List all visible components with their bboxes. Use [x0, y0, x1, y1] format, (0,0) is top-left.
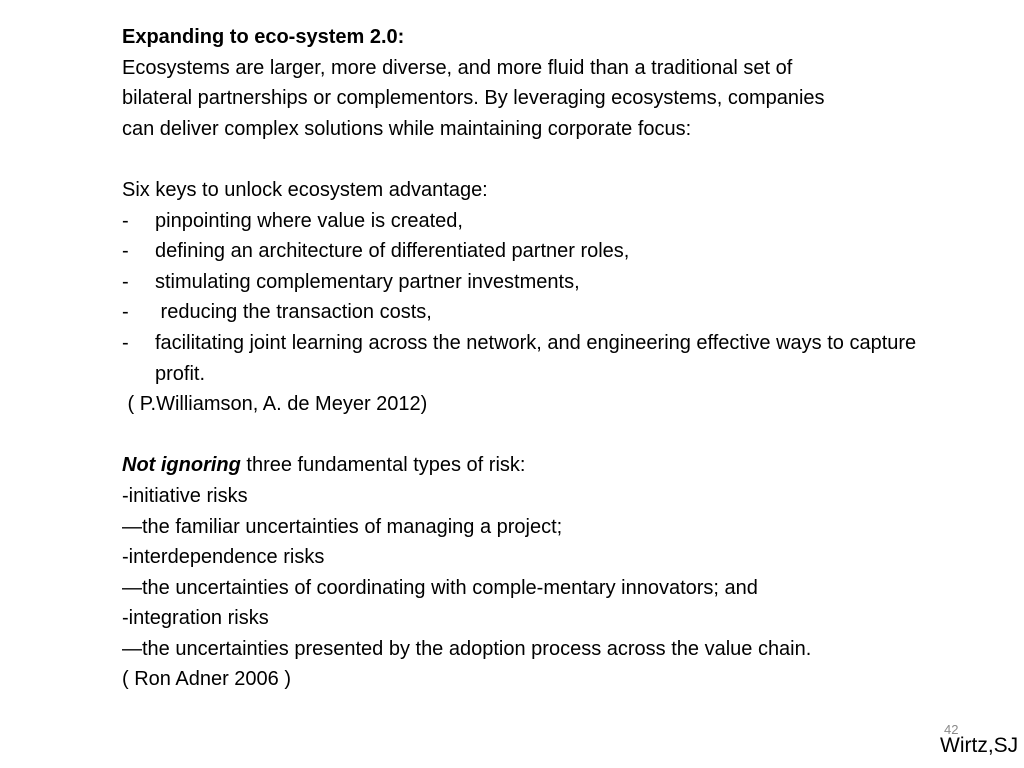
list-item-text: defining an architecture of differentiated partner roles, — [155, 240, 630, 263]
citation-williamson: ( P.Williamson, A. de Meyer 2012) — [122, 393, 428, 416]
list-item-text: pinpointing where value is created, — [155, 209, 463, 232]
citation-adner: ( Ron Adner 2006 ) — [122, 668, 291, 691]
slide-body — [122, 22, 962, 695]
page-number: 42 — [944, 722, 959, 737]
list-item — [122, 297, 962, 328]
list-dash: - — [122, 240, 129, 263]
risk-description: —the uncertainties presented by the adoption process across the value chain. — [122, 637, 812, 660]
list-item — [122, 267, 962, 298]
risk-lead-emphasis: Not ignoring — [122, 454, 241, 477]
heading: Expanding to eco-system 2.0: — [122, 26, 405, 48]
list-item — [122, 236, 962, 267]
risk-item: -interdependence risks — [122, 546, 325, 569]
intro-line-1: Ecosystems are larger, more diverse, and more fluid than a traditional set of — [122, 56, 793, 79]
spacer — [122, 420, 962, 451]
list-dash: - — [122, 301, 129, 324]
list-item — [122, 328, 962, 389]
intro-line-3: can deliver complex solutions while maintaining corporate focus: — [122, 117, 692, 140]
risk-item: -integration risks — [122, 607, 269, 630]
risk-lead-text: three fundamental types of risk: — [240, 454, 526, 477]
keys-title: Six keys to unlock ecosystem advantage: — [122, 178, 488, 201]
list-item-text: stimulating complementary partner investments, — [155, 270, 580, 293]
risk-description: —the familiar uncertainties of managing a project; — [122, 515, 563, 538]
list-item-text: reducing the transaction costs, — [155, 301, 432, 324]
author-footer: Wirtz,SJ — [940, 734, 1019, 757]
list-item-text: facilitating joint learning across the network, and engineering effective ways to capture profit. — [155, 331, 917, 385]
risk-lead — [122, 450, 962, 481]
list-dash: - — [122, 331, 129, 354]
list-dash: - — [122, 270, 129, 293]
risk-item: -initiative risks — [122, 484, 248, 507]
risk-description: —the uncertainties of coordinating with comple-mentary innovators; and — [122, 576, 758, 599]
keys-list — [122, 206, 962, 390]
spacer — [122, 144, 962, 175]
intro-line-2: bilateral partnerships or complementors. By leveraging ecosystems, companies — [122, 87, 825, 110]
list-item — [122, 206, 962, 237]
list-dash: - — [122, 209, 129, 232]
